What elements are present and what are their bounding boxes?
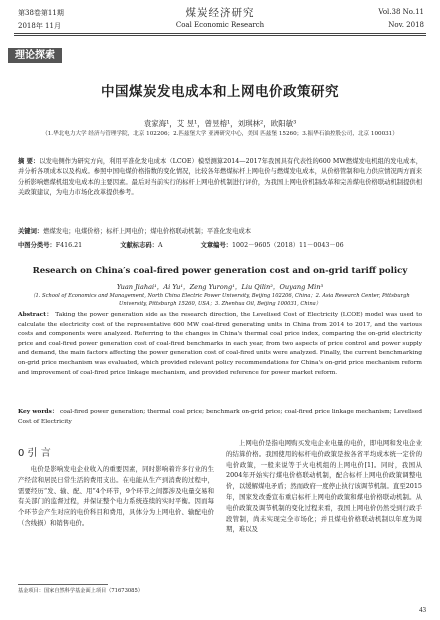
keywords-cn-text: 燃煤发电；电煤价格；标杆上网电价；煤电价格联动机制；平准化发电成本 xyxy=(43,228,251,235)
abstract-en xyxy=(18,310,422,378)
fund-note: 基金项目：国家自然科学基金面上项目（71673085） xyxy=(18,588,143,594)
vol-no-en: Vol.38 No.11 xyxy=(378,8,424,16)
abstract-cn xyxy=(18,157,422,198)
keywords-en-label: Key words： xyxy=(18,408,58,415)
authors-en: Yuan Jiahai¹，Ai Yu¹，Zeng Yurong¹，Liu Qilin²，Ouyang Min³ xyxy=(116,283,324,291)
art-value: 1002－9605（2018）11－0043－06 xyxy=(232,242,344,249)
art-label: 文章编号： xyxy=(200,242,233,249)
date-cn: 2018年 11月 xyxy=(18,22,61,30)
title-en: Research on China′s coal-fired power generation cost and on-grid tariff policy xyxy=(32,266,408,276)
header-rule xyxy=(14,33,426,34)
keywords-cn-label: 关键词： xyxy=(18,228,44,235)
title-cn: 中国煤炭发电成本和上网电价政策研究 xyxy=(101,84,339,100)
doc-label: 文献标志码： xyxy=(120,242,158,249)
affiliations-en: （1. School of Economics and Management, North China Electric Power University, Beijing 102206, China；2. Asia Research Center, Pittsburgh University, Pittsburgh 15260, USA；3. Zhenhua Oil, Beijing 100031, China） xyxy=(30,293,410,307)
abstract-en-label: Abstract： xyxy=(18,311,53,318)
abstract-cn-label: 摘 要： xyxy=(18,158,40,165)
affiliations-cn: （1.华北电力大学 经济与管理学院，北京 102206；2.匹兹堡大学 亚洲研究中心，美国 匹兹堡 15260；3.振华石油控股公司，北京 100031） xyxy=(42,131,398,137)
page-number: 43 xyxy=(419,606,426,614)
journal-name-en: Coal Economic Research xyxy=(175,21,265,29)
header-rule-2 xyxy=(14,35,426,36)
body-right-column: 上网电价是指电网购买发电企业电量的电价，即电网和发电企业的结算价格。我国使用的标杆电价政策是按各省平均成本统一定价的电价政策，一般来说等于火电机组的上网电价[1]。同时，我国从2004年开始实行煤电价格联动机制，配合标杆上网电价政策调整电价，以缓解煤电矛盾；然而政府一度停止执行该调节机制。直至2015年，国家发改委宣布重启标杆上网电价政策和煤电价格联动机制。从电价政策及调节机制的变化过程来看，我国上网电价仍然受到行政手段管制，尚未实现完全市场化；并且煤电价格联动机制以年度为周期，难以及 xyxy=(226,439,422,534)
keywords-cn xyxy=(18,226,422,235)
doc-value: A xyxy=(157,242,163,249)
body-left-column: 电价是影响发电企业收入的重要因素，同时影响着许多行业的生产经营和居民日常生活的费用支出。在电能从生产到消费的过程中，需要经历“发、输、配、用”4个环节，9个环节之间都涉及电量交易和有关部门的监督过程，并保证整个电力系统连续的实时平衡。因而每个环节会产生对应的电价科目和费用，具体分为上网电价、输配电价（含线损）和销售电价。 xyxy=(18,465,214,527)
vol-issue-cn: 第38卷第11期 xyxy=(18,9,64,17)
authors-cn: 袁家海¹，艾 昱¹，曾昱榕¹，刘琪林²，欧阳敏³ xyxy=(143,119,297,128)
clc-value: F416.21 xyxy=(55,242,83,249)
classification-line xyxy=(18,240,422,249)
date-en: Nov. 2018 xyxy=(388,21,424,29)
abstract-cn-text: 以发电侧作为研究方向，利用平准化发电成本（LCOE）模型测算2014—2017年我国具有代表性的600 MW燃煤发电机组的发电成本，并分析各项成本以及构成。参照中国电煤价格指数的变化情况，比较各年燃煤标杆上网电价与燃煤发电成本，从价格管制和电力供应情况两方面来分析影响燃煤机组发电成本的主要因素。最后对当前实行的标杆上网电价机制进行评价，为我国上网电价机制改革和完善煤电价格联动机制提供相关政策建议，为电力市场化改革提供参考。 xyxy=(18,158,423,196)
keywords-en-text: coal-fired power generation; thermal coal price; benchmark on-grid price; coal-fired price linkage mechanism; Levelised Cost of Electricity xyxy=(18,409,422,425)
section-heading-intro: 0 引 言 xyxy=(18,448,51,459)
abstract-en-text: Taking the power generation side as the research direction, the Levelised Cost of Electricity (LCOE) model was used to calculate the electricity cost of the representative 600 MW coal-fired generating units in China from 2014 to 2017, and the various costs and components were analyzed. Referring to the changes in China's thermal coal price index, comparing the on-grid electricity price and coal-fired power generation cost of coal-fired benchmarks in each year, from two aspects of price control and power supply and demand, the main factors affecting the power generation cost of coal-fired units were analyzed. Finally, the current benchmarking on-grid price mechanism was evaluated, which provided relevant policy recommendations for China's on-grid price mechanism reform and improvement of coal-fired price linkage mechanism, and provided reference for power market reform. xyxy=(18,312,422,376)
clc-label: 中图分类号： xyxy=(18,242,56,249)
section-tag: 理论探索 xyxy=(8,48,62,63)
journal-name-cn: 煤炭经济研究 xyxy=(185,7,255,19)
keywords-en xyxy=(18,407,422,427)
footnote-rule xyxy=(18,584,108,585)
